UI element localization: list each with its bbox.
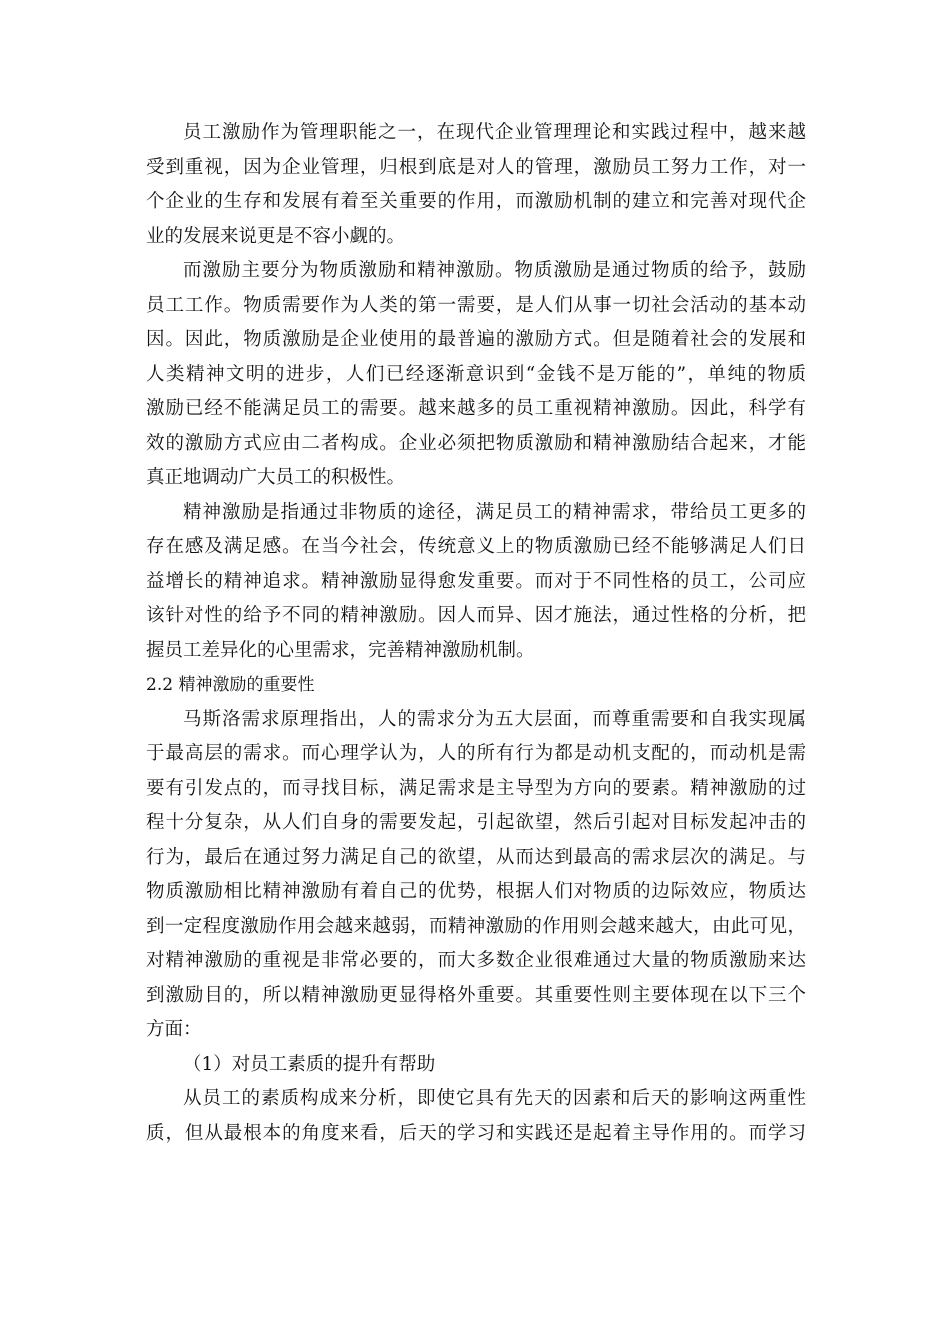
text-line: 物质激励相比精神激励有着自己的优势，根据人们对物质的边际效应，物质达 bbox=[146, 881, 806, 902]
text-line: 存在感及满足感。在当今社会，传统意义上的物质激励已经不能够满足人们日 bbox=[146, 536, 806, 557]
text-line: 于最高层的需求。而心理学认为，人的所有行为都是动机支配的，而动机是需 bbox=[146, 743, 806, 764]
text-line: 益增长的精神追求。精神激励显得愈发重要。而对于不同性格的员工，公司应 bbox=[146, 570, 806, 592]
text-line: 质，但从最根本的角度来看，后天的学习和实践还是起着主导作用的。而学习 bbox=[146, 1122, 806, 1144]
text-line: 从员工的素质构成来分析，即使它具有先天的因素和后天的影响这两重性 bbox=[183, 1088, 806, 1109]
text-line: 因。因此，物质激励是企业使用的最普遍的激励方式。但是随着社会的发展和 bbox=[146, 329, 806, 350]
paragraph-3 bbox=[146, 496, 806, 669]
text-line: 程十分复杂，从人们自身的需要发起，引起欲望，然后引起对目标发起冲击的 bbox=[146, 812, 806, 833]
paragraph-5 bbox=[146, 1082, 806, 1151]
text-line: 对精神激励的重视是非常必要的，而大多数企业很难通过大量的物质激励来达 bbox=[146, 950, 806, 971]
text-line: 要有引发点的，而寻找目标，满足需求是主导型为方向的要素。精神激励的过 bbox=[146, 777, 806, 799]
text-line: 个企业的生存和发展有着至关重要的作用，而激励机制的建立和完善对现代企 bbox=[146, 191, 806, 212]
text-line: 到激励目的，所以精神激励更显得格外重要。其重要性则主要体现在以下三个 bbox=[146, 984, 806, 1006]
text-line: 员工激励作为管理职能之一，在现代企业管理理论和实践过程中，越来越 bbox=[183, 122, 806, 143]
paragraph-1 bbox=[146, 116, 806, 254]
text-line: 效的激励方式应由二者构成。企业必须把物质激励和精神激励结合起来，才能 bbox=[146, 432, 806, 454]
text-line: 业的发展来说更是不容小觑的。 bbox=[146, 225, 406, 247]
text-line: 方面： bbox=[146, 1019, 202, 1040]
text-line: 员工工作。物质需要作为人类的第一需要，是人们从事一切社会活动的基本动 bbox=[146, 294, 806, 316]
document-page bbox=[146, 116, 806, 1151]
paragraph-2 bbox=[146, 254, 806, 496]
text-line: 握员工差异化的心里需求，完善精神激励机制。 bbox=[146, 639, 535, 661]
text-line: 该针对性的给予不同的精神激励。因人而异、因才施法，通过性格的分析，把 bbox=[146, 605, 806, 626]
text-line: 精神激励是指通过非物质的途径，满足员工的精神需求，带给员工更多的 bbox=[183, 501, 806, 523]
text-line: 行为，最后在通过努力满足自己的欲望，从而达到最高的需求层次的满足。与 bbox=[146, 846, 806, 868]
text-line: 人类精神文明的进步，人们已经逐渐意识到“金钱不是万能的”，单纯的物质 bbox=[146, 363, 806, 385]
section-heading: 2.2 精神激励的重要性 bbox=[146, 675, 315, 695]
text-line: 马斯洛需求原理指出，人的需求分为五大层面，而尊重需要和自我实现属 bbox=[183, 708, 806, 730]
text-line: 受到重视，因为企业管理，归根到底是对人的管理，激励员工努力工作，对一 bbox=[146, 156, 806, 178]
text-line: 到一定程度激励作用会越来越弱，而精神激励的作用则会越来越大，由此可见， bbox=[146, 915, 806, 937]
subheading: （1）对员工素质的提升有帮助 bbox=[183, 1053, 436, 1075]
text-line: 真正地调动广大员工的积极性。 bbox=[146, 467, 406, 488]
paragraph-4 bbox=[146, 703, 806, 1048]
text-line: 激励已经不能满足员工的需要。越来越多的员工重视精神激励。因此，科学有 bbox=[146, 398, 806, 419]
text-line: 而激励主要分为物质激励和精神激励。物质激励是通过物质的给予，鼓励 bbox=[183, 260, 806, 281]
